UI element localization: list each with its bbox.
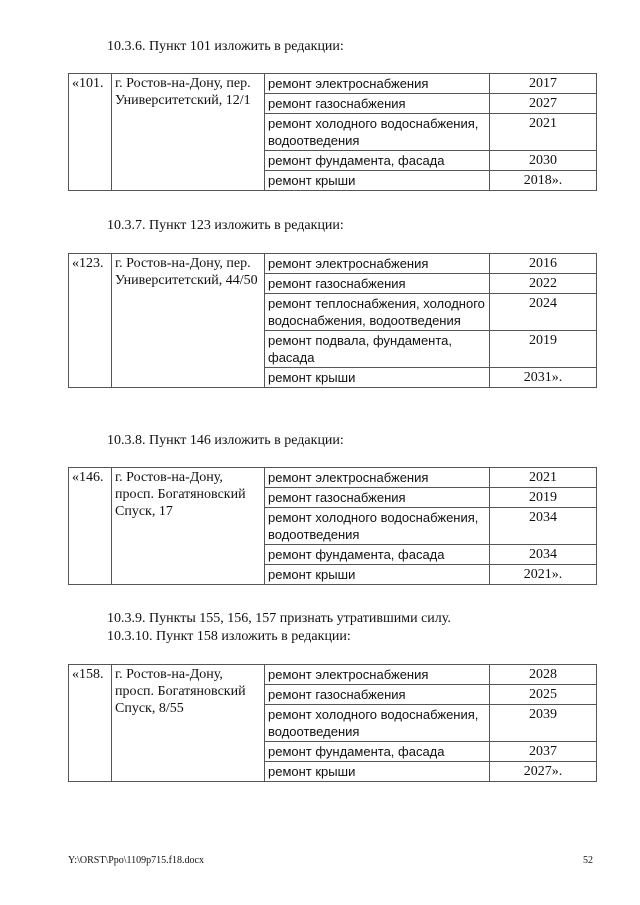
work-year: 2030 xyxy=(490,151,597,171)
work-type: ремонт холодного водоснабжения, водоотведения xyxy=(265,508,490,545)
work-type: ремонт электроснабжения xyxy=(265,665,490,685)
table-row xyxy=(69,74,597,94)
item-number: «123. xyxy=(69,254,112,388)
amendment-table xyxy=(68,73,597,191)
section-heading: 10.3.6. Пункт 101 изложить в редакции: xyxy=(107,39,344,54)
section-heading: 10.3.7. Пункт 123 изложить в редакции: xyxy=(107,218,344,233)
item-address: г. Ростов-на-Дону, пер. Университетский, 12/1 xyxy=(112,74,265,191)
work-year: 2028 xyxy=(490,665,597,685)
work-type: ремонт фундамента, фасада xyxy=(265,742,490,762)
work-type: ремонт крыши xyxy=(265,368,490,388)
amendment-table xyxy=(68,467,597,585)
work-type: ремонт подвала, фундамента, фасада xyxy=(265,331,490,368)
work-year: 2016 xyxy=(490,254,597,274)
table-row xyxy=(69,468,597,488)
work-type: ремонт газоснабжения xyxy=(265,274,490,294)
work-year: 2021 xyxy=(490,468,597,488)
work-type: ремонт крыши xyxy=(265,171,490,191)
work-year: 2017 xyxy=(490,74,597,94)
work-year: 2025 xyxy=(490,685,597,705)
work-year: 2031». xyxy=(490,368,597,388)
work-year: 2034 xyxy=(490,508,597,545)
work-type: ремонт электроснабжения xyxy=(265,254,490,274)
work-year: 2021». xyxy=(490,565,597,585)
work-year: 2024 xyxy=(490,294,597,331)
work-year: 2018». xyxy=(490,171,597,191)
footer-page-number: 52 xyxy=(583,855,593,866)
work-year: 2027». xyxy=(490,762,597,782)
work-type: ремонт фундамента, фасада xyxy=(265,151,490,171)
work-type: ремонт газоснабжения xyxy=(265,94,490,114)
table-row xyxy=(69,254,597,274)
work-type: ремонт фундамента, фасада xyxy=(265,545,490,565)
footer-file-path: Y:\ORST\Ppo\1109p715.f18.docx xyxy=(68,855,204,866)
amendment-table xyxy=(68,664,597,782)
work-type: ремонт холодного водоснабжения, водоотведения xyxy=(265,705,490,742)
work-type: ремонт электроснабжения xyxy=(265,74,490,94)
item-number: «101. xyxy=(69,74,112,191)
work-year: 2027 xyxy=(490,94,597,114)
work-type: ремонт электроснабжения xyxy=(265,468,490,488)
work-type: ремонт холодного водоснабжения, водоотведения xyxy=(265,114,490,151)
item-number: «158. xyxy=(69,665,112,782)
item-address: г. Ростов-на-Дону, просп. Богатяновский Спуск, 17 xyxy=(112,468,265,585)
work-year: 2039 xyxy=(490,705,597,742)
item-address: г. Ростов-на-Дону, пер. Университетский, 44/50 xyxy=(112,254,265,388)
work-type: ремонт теплоснабжения, холодного водоснабжения, водоотведения xyxy=(265,294,490,331)
work-year: 2037 xyxy=(490,742,597,762)
work-type: ремонт газоснабжения xyxy=(265,685,490,705)
item-address: г. Ростов-на-Дону, просп. Богатяновский Спуск, 8/55 xyxy=(112,665,265,782)
section-heading: 10.3.10. Пункт 158 изложить в редакции: xyxy=(107,629,351,644)
section-heading: 10.3.8. Пункт 146 изложить в редакции: xyxy=(107,433,344,448)
work-year: 2019 xyxy=(490,488,597,508)
work-year: 2021 xyxy=(490,114,597,151)
table-row xyxy=(69,665,597,685)
section-heading: 10.3.9. Пункты 155, 156, 157 признать утратившими силу. xyxy=(107,611,451,626)
work-year: 2019 xyxy=(490,331,597,368)
work-type: ремонт крыши xyxy=(265,565,490,585)
item-number: «146. xyxy=(69,468,112,585)
work-year: 2034 xyxy=(490,545,597,565)
work-year: 2022 xyxy=(490,274,597,294)
work-type: ремонт крыши xyxy=(265,762,490,782)
amendment-table xyxy=(68,253,597,388)
work-type: ремонт газоснабжения xyxy=(265,488,490,508)
